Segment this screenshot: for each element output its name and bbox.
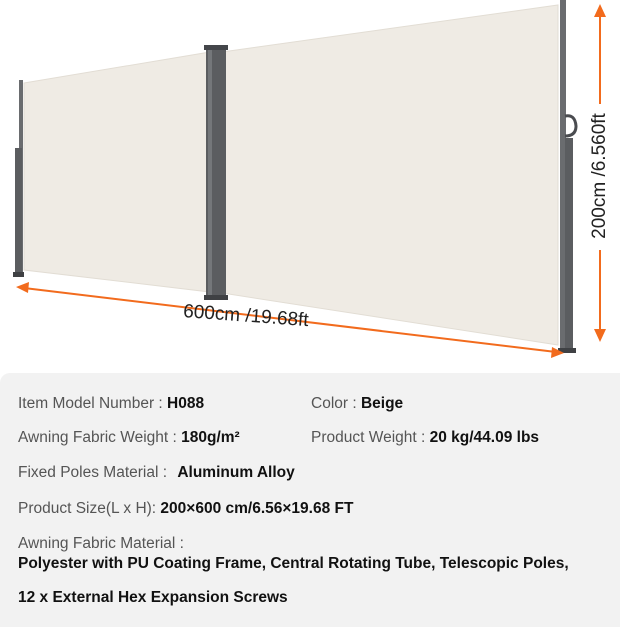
spec-size-label: Product Size(L x H): — [18, 500, 161, 517]
spec-color-label: Color : — [311, 395, 361, 412]
spec-color — [311, 395, 403, 413]
spec-panel — [0, 373, 620, 627]
width-dimension-label: 600cm /19.68ft — [182, 301, 310, 332]
spec-color-value: Beige — [360, 395, 404, 412]
spec-material-line-2: 12 x External Hex Expansion Screws — [18, 589, 288, 606]
spec-poles — [18, 464, 295, 482]
left-end-foot — [13, 272, 24, 277]
spec-size — [18, 500, 353, 518]
central-post-shade — [208, 47, 212, 299]
spec-fabric-weight-label: Awning Fabric Weight : — [18, 429, 182, 446]
spec-poles-value: Aluminum Alloy — [177, 464, 295, 481]
spec-fabric-weight-value: 180g/m² — [181, 429, 240, 446]
spec-poles-label: Fixed Poles Material : — [18, 464, 172, 481]
spec-model-label: Item Model Number : — [18, 395, 168, 412]
central-post-cap — [204, 45, 228, 50]
spec-product-weight-value: 20 kg/44.09 lbs — [429, 429, 540, 446]
fabric-panel-left — [24, 52, 210, 292]
spec-material — [18, 535, 569, 607]
height-dimension-label: 200cm /6.560ft — [589, 113, 610, 239]
height-arrow-head-bottom — [594, 329, 606, 342]
spec-material-line-1: Polyester with PU Coating Frame, Central Rotating Tube, Telescopic Poles, — [18, 555, 569, 572]
right-end-post — [565, 138, 573, 352]
fabric-panel-right — [222, 5, 558, 345]
central-post-foot — [204, 295, 228, 300]
spec-fabric-weight — [18, 429, 240, 447]
spec-product-weight — [311, 429, 539, 447]
left-end-post — [15, 148, 22, 276]
spec-material-label: Awning Fabric Material : — [18, 535, 184, 552]
spec-model — [18, 395, 204, 413]
spec-model-value: H088 — [167, 395, 205, 412]
spec-product-weight-label: Product Weight : — [311, 429, 430, 446]
right-handle — [565, 116, 576, 136]
spec-size-value: 200×600 cm/6.56×19.68 FT — [160, 500, 354, 517]
width-arrow-head-left — [16, 282, 29, 293]
height-arrow-head-top — [594, 4, 606, 17]
